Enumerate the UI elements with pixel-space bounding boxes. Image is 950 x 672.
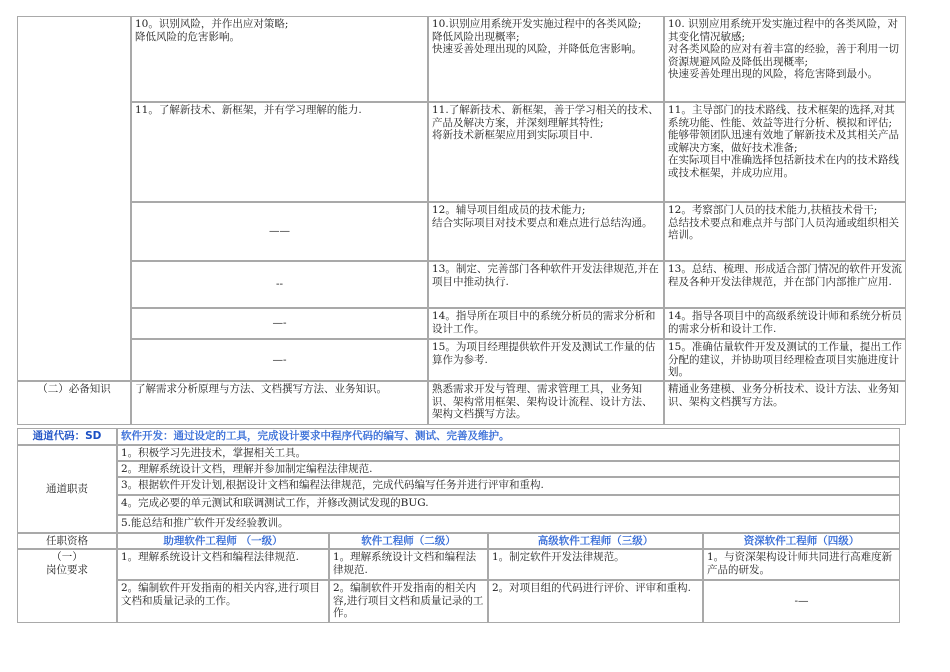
req2-level2: 2。编制软件开发指南的相关内容,进行项目文档和质量记录的工作。 [329, 580, 488, 623]
left-label-column [17, 16, 131, 381]
cell-line: 快速妥善处理出现的风险，并降低危害影响。 [432, 43, 642, 55]
level-header-1: 助理软件工程师 （一级） [117, 533, 329, 549]
cell-line: 结合实际项目对技术要点和难点进行总结沟通。 [432, 216, 653, 229]
cell-text [432, 341, 660, 366]
cell-line: 15。准确估量软件开发及测试的工作量，提出工作分配的建议，并协助项目经理检查项目实施进度计划。 [668, 341, 902, 378]
row13-mid [428, 261, 664, 308]
level-header-2: 软件工程师（二级） [329, 533, 488, 549]
channel-code-description: 软件开发：通过设定的工具，完成设计要求中程序代码的编写、测试、完善及维护。 [117, 428, 900, 445]
knowledge-label: （二）必备知识 [17, 381, 131, 425]
req-label-line: （一） [51, 551, 83, 563]
req1-level2: 1。理解系统设计文档和编程法律规范. [329, 549, 488, 580]
duty-item: 3。根据软件开发计划,根据设计文档和编程法律规范，完成代码编写任务并进行评审和重构. [117, 477, 900, 495]
cell-text [432, 204, 660, 229]
cell-text [135, 104, 424, 117]
cell-line: 15。为项目经理提供软件开发及测试工作量的估算作为参考. [432, 341, 656, 366]
duty-item: 2。理解系统设计文档，理解并参加制定编程法律规范. [117, 461, 900, 477]
cell-line: 在实际项目中准确选择包括新技术在内的技术路线或技术框架，并成功应用。 [668, 154, 899, 179]
cell-line: 降低风险的危害影响。 [135, 30, 240, 43]
req1-level1: 1。理解系统设计文档和编程法律规范. [117, 549, 329, 580]
cell-line: 11。了解新技术、新框架，并有学习理解的能力. [135, 104, 362, 116]
row12-senior [664, 202, 906, 261]
position-requirements-label [17, 549, 117, 623]
cell-line: 总结技术要点和难点并与部门人员沟通或组织相关培训。 [668, 216, 899, 241]
cell-text [432, 263, 660, 288]
cell-text [135, 18, 424, 43]
row15-mid [428, 339, 664, 381]
cell-line: 10. 识别应用系统开发实施过程中的各类风险，对其变化情况敏感; [668, 18, 899, 43]
cell-text [668, 263, 902, 288]
knowledge-senior: 精通业务建模、业务分析技术、设计方法、业务知识、架构文档撰写方法。 [664, 381, 906, 425]
channel-duty-label: 通道职责 [17, 445, 117, 533]
row14-mid [428, 308, 664, 339]
cell-line: -- [275, 278, 284, 291]
cell-line: 10.识别应用系统开发实施过程中的各类风险; [432, 18, 642, 30]
cell-text [668, 18, 902, 81]
cell-line: 11。主导部门的技术路线、技术框架的选择,对其系统功能、性能、效益等进行分析、模拟和评估; [668, 104, 895, 129]
req1-level3: 1。制定软件开发法律规范。 [488, 549, 703, 580]
cell-text [668, 104, 902, 179]
row15-senior [664, 339, 906, 381]
cell-line: 快速妥善处理出现的风险，将危害降到最小。 [668, 68, 878, 80]
cell-line: 对各类风险的应对有着丰富的经验，善于利用一切资源规避风险及降低出现概率; [668, 43, 899, 68]
cell-line: 降低风险出现概率; [432, 30, 520, 43]
row11-junior [131, 102, 428, 202]
row13-senior [664, 261, 906, 308]
cell-line: 能够带领团队迅速有效地了解新技术及其相关产品或解决方案，做好技术准备; [668, 129, 899, 154]
cell-text [668, 310, 902, 335]
cell-line: —— [269, 225, 290, 238]
cell-line: 12。辅导项目组成员的技术能力; [432, 204, 586, 216]
row12-junior [131, 202, 428, 261]
cell-line: 13。总结、梳理、形成适合部门情况的软件开发流程及各种开发法律规范，并在部门内部推广应用. [668, 263, 902, 288]
row13-junior [131, 261, 428, 308]
cell-text [668, 204, 902, 242]
req-label-line: 岗位要求 [46, 563, 88, 576]
cell-text [269, 225, 290, 238]
row14-junior [131, 308, 428, 339]
cell-text [432, 18, 660, 56]
req1-level4: 1。与资深架构设计师共同进行高难度新产品的研发。 [703, 549, 900, 580]
cell-line: 12。考察部门人员的技术能力,扶植技术骨干; [668, 204, 878, 216]
cell-line: 11.了解新技术、新框架，善于学习相关的技术、产品及解决方案，并深刻理解其特性; [432, 104, 659, 129]
cell-line: 10。识别风险，并作出应对策略; [135, 18, 289, 30]
cell-line: 13。制定、完善部门各种软件开发法律规范,并在项目中推动执行. [432, 263, 659, 288]
duty-item: 5.能总结和推广软件开发经验教训。 [117, 515, 900, 533]
row11-mid [428, 102, 664, 202]
row10-junior [131, 16, 428, 102]
cell-text [668, 341, 902, 379]
row12-mid [428, 202, 664, 261]
cell-text [432, 104, 660, 142]
cell-text [272, 354, 286, 367]
level-header-3: 高级软件工程师（三级） [488, 533, 703, 549]
row14-senior [664, 308, 906, 339]
cell-text [276, 278, 283, 291]
req2-level3: 2。对项目组的代码进行评价、评审和重构. [488, 580, 703, 623]
row10-mid [428, 16, 664, 102]
duty-item: 1。积极学习先进技术，掌握相关工具。 [117, 445, 900, 461]
row10-senior [664, 16, 906, 102]
req2-level4: -— [703, 580, 900, 623]
cell-line: 将新技术新框架应用到实际项目中. [432, 129, 593, 141]
cell-text [432, 310, 660, 335]
req2-level1: 2。编制软件开发指南的相关内容,进行项目文档和质量记录的工作。 [117, 580, 329, 623]
level-header-4: 资深软件工程师（四级） [703, 533, 900, 549]
knowledge-junior: 了解需求分析原理与方法、文档撰写方法、业务知识。 [131, 381, 428, 425]
duty-item: 4。完成必要的单元测试和联调测试工作，并修改测试发现的BUG. [117, 495, 900, 515]
row15-junior [131, 339, 428, 381]
cell-line: —- [272, 317, 287, 330]
knowledge-mid: 熟悉需求开发与管理、需求管理工具，业务知识、架构常用框架、架构设计流程、设计方法、架构文档撰写方法。 [428, 381, 664, 425]
cell-text [272, 317, 286, 330]
channel-code-label: 通道代码：SD [17, 428, 117, 445]
cell-line: 14。指导各项目中的高级系统设计师和系统分析员的需求分析和设计工作. [668, 310, 902, 335]
row11-senior [664, 102, 906, 202]
cell-line: 14。指导所在项目中的系统分析员的需求分析和设计工作。 [432, 310, 656, 335]
cell-line: —- [272, 353, 287, 366]
qualification-label: 任职资格 [17, 533, 117, 549]
